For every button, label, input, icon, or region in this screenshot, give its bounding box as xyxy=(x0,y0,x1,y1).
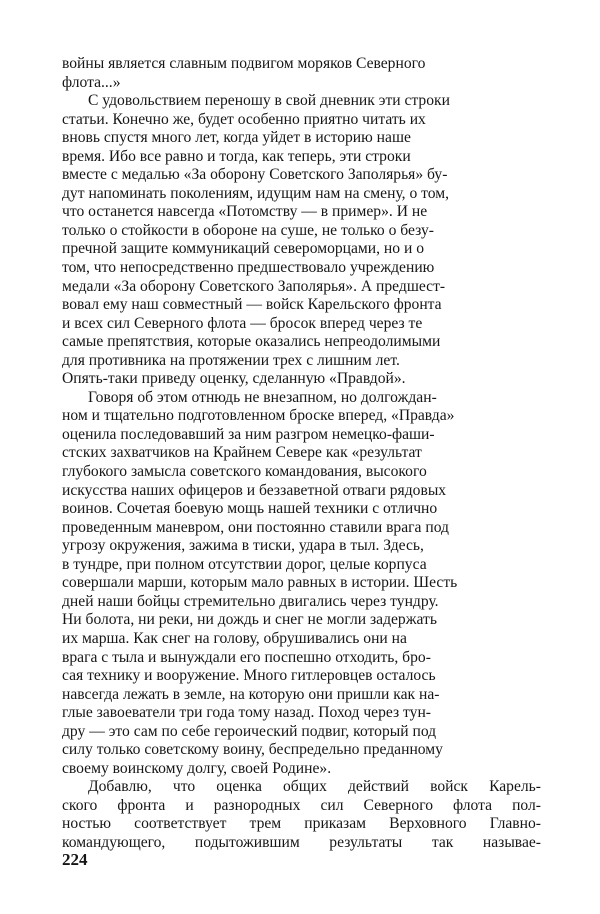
paragraph-pravda-quote: Говоря об этом отнюдь не внезапном, но долгождан- ном и тщательно подготовленном броске вперед, «Правда» оценила последовавший за ним разгром немецко-фаши- стских захватчиков на Крайнем Севере как «результат глубокого замысла советского командования, высокого искусства наших офицеров и беззаветной отваги рядовых воинов. Сочетая боевую мощь нашей техники с отлично проведенным маневром, они постоянно ставили врага под угрозу окружения, зажима в тиски, удара в тыл. Здесь, в тундре, при полном отсутствии дорог, целые корпуса совершали марши, которым мало равных в истории. Шесть дней наши бойцы стремительно двигались через тундру. Ни болота, ни реки, ни дождь и снег не могли задержать их марша. Как снег на голову, обрушивались они на врага с тыла и вынуждали его поспешно отходить, бро- сая технику и вооружение. Много гитлеровцев осталось навсегда лежать в земле, на которую они пришли как на- глые завоеватели три года тому назад. Поход через тун- дру — это сам по себе героический подвиг, который под силу только советскому воину, беспредельно преданному своему воинскому долгу, своей Родине». xyxy=(62,388,458,777)
page-body xyxy=(62,55,541,853)
page-number: 224 xyxy=(62,850,88,869)
paragraph-addition: Добавлю, что оценка общих действий войск Карель- ского фронта и разнородных сил Северного флота пол- ностью соответствует трем приказам Верховного Главно- командующего, подытожившим результаты так называе- xyxy=(62,778,541,851)
paragraph-diary: С удовольствием переношу в свой дневник эти строки статьи. Конечно же, будет особенно приятно читать их вновь спустя много лет, когда уйдет в историю наше время. Ибо все равно и тогда, как теперь, эти строки вместе с медалью «За оборону Советского Заполярья» бу- дут напоминать поколениям, идущим нам на смену, о том, что останется навсегда «Потомству — в пример». И не только о стойкости в обороне на суше, не только о безу- пречной защите коммуникаций североморцами, но и о том, что непосредственно предшествовало учреждению медали «За оборону Советского Заполярья». А предшест- вовал ему наш совместный — войск Карельского фронта и всех сил Северного флота — бросок вперед через те самые препятствия, которые оказались непреодолимыми для противника на протяжении трех с лишним лет. Опять-таки приведу оценку, сделанную «Правдой». xyxy=(62,92,450,388)
paragraph-continuation: войны является славным подвигом моряков Северного флота...» xyxy=(62,55,426,91)
